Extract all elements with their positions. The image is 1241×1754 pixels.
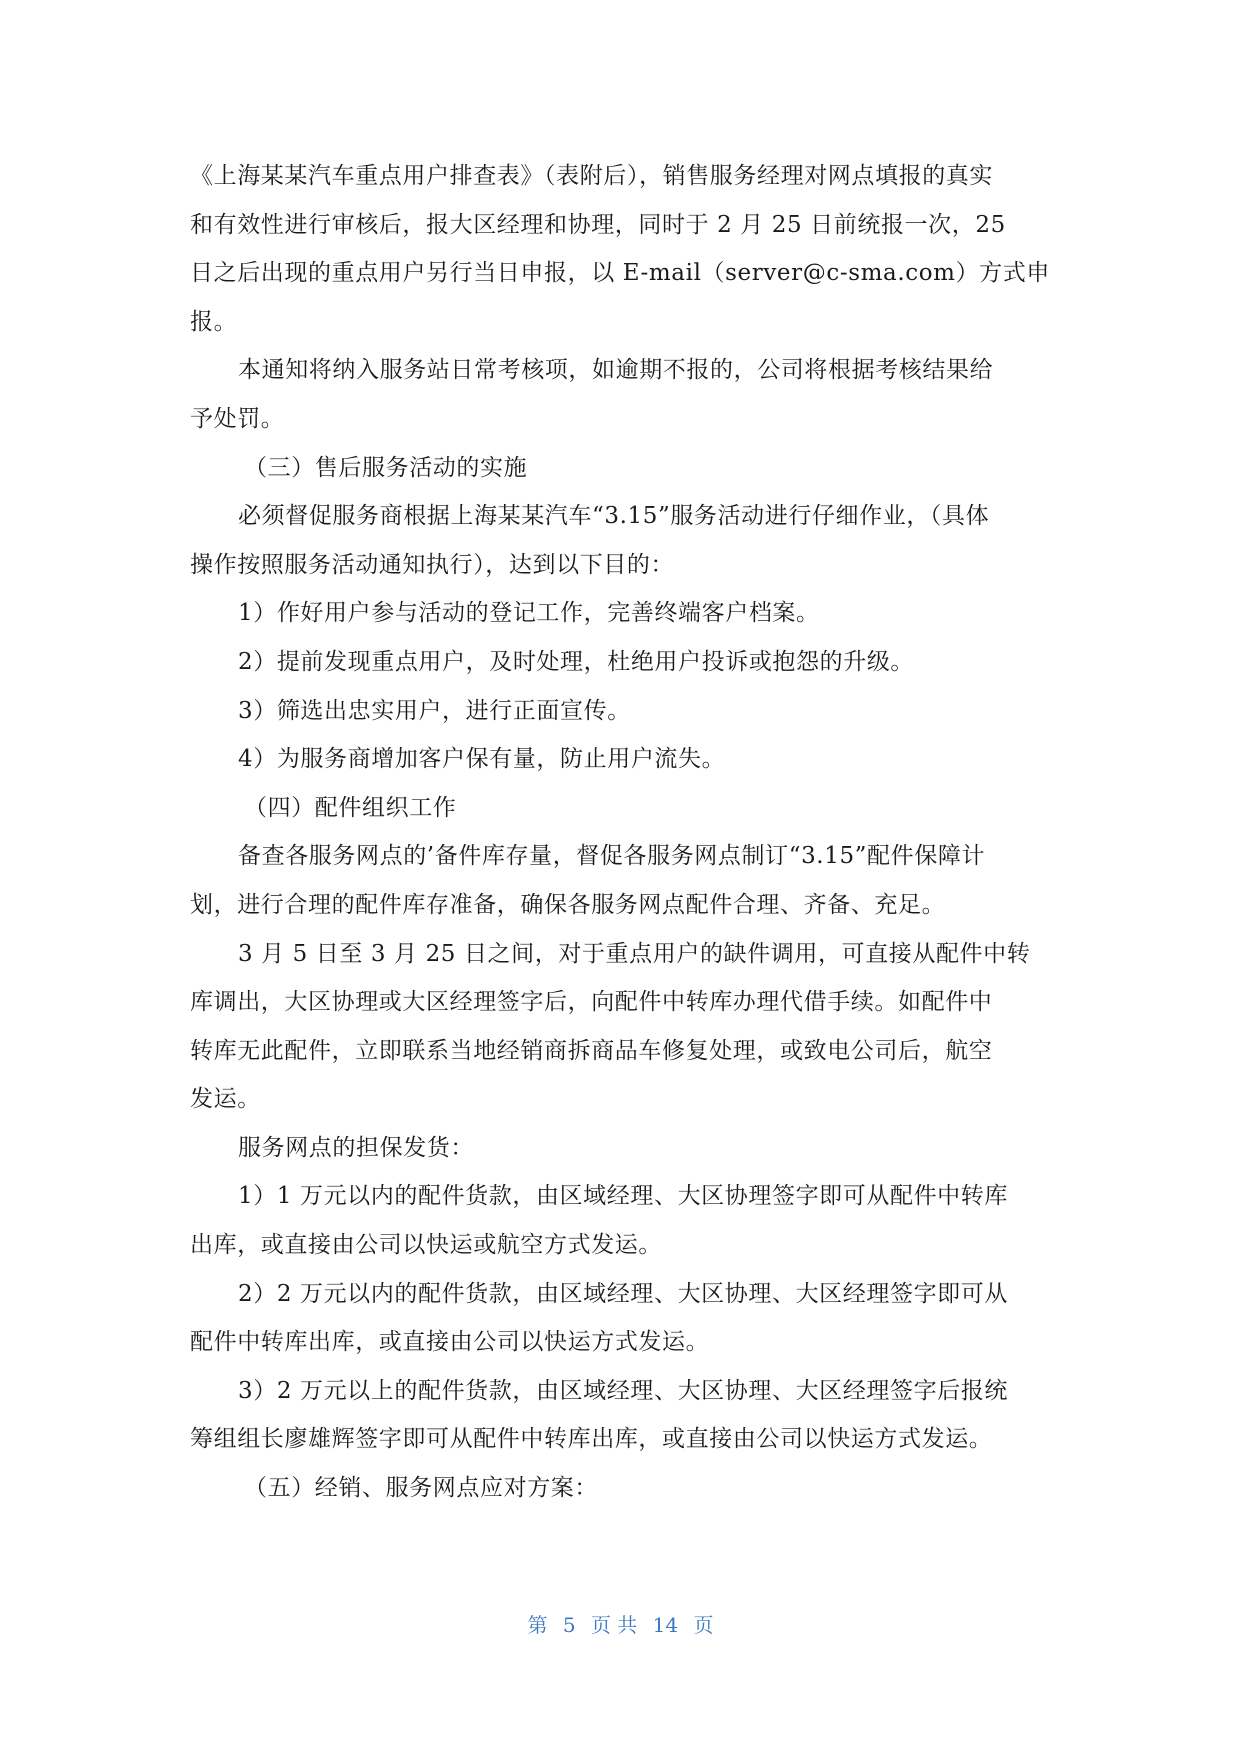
text-line: 《上海某某汽车重点用户排查表》（表附后），销售服务经理对网点填报的真实: [190, 163, 993, 189]
document-body: [190, 152, 1052, 1513]
list-item: 1）作好用户参与活动的登记工作，完善终端客户档案。: [238, 600, 820, 627]
list-item: 2）提前发现重点用户，及时处理，杜绝用户投诉或抱怨的升级。: [238, 648, 915, 675]
list-item: 3）筛选出忠实用户，进行正面宣传。: [238, 697, 631, 724]
text-line: 服务网点的担保发货：: [238, 1134, 474, 1161]
text-line: 库调出，大区协理或大区经理签字后，向配件中转库办理代借手续。如配件中: [190, 989, 993, 1016]
section-heading: （四）配件组织工作: [244, 794, 457, 821]
footer-suffix: 页: [693, 1613, 714, 1637]
page-footer: [0, 1609, 1241, 1638]
list-item: 1）1 万元以内的配件货款，由区域经理、大区协理签字即可从配件中转库: [238, 1183, 1008, 1210]
text-line: 转库无此配件，立即联系当地经销商拆商品车修复处理，或致电公司后，航空: [190, 1037, 993, 1064]
list-item: 2）2 万元以内的配件货款，由区域经理、大区协理、大区经理签字即可从: [238, 1280, 1008, 1307]
text-line: 操作按照服务活动通知执行），达到以下目的：: [190, 551, 675, 578]
page-number: 5: [562, 1613, 576, 1637]
list-item: 4）为服务商增加客户保有量，防止用户流失。: [238, 746, 726, 773]
text-line: 备查各服务网点的’备件库存量，督促各服务网点制订“3.15”配件保障计: [238, 843, 986, 870]
text-line: 3 月 5 日至 3 月 25 日之间，对于重点用户的缺件调用，可直接从配件中转: [238, 940, 1031, 967]
text-line: 本通知将纳入服务站日常考核项，如逾期不报的，公司将根据考核结果给: [238, 357, 994, 384]
page-total: 14: [652, 1613, 679, 1637]
text-line: 配件中转库出库，或直接由公司以快运方式发运。: [190, 1329, 710, 1356]
text-line: 出库，或直接由公司以快运或航空方式发运。: [190, 1232, 662, 1259]
section-heading: （三）售后服务活动的实施: [244, 454, 528, 481]
text-line: 和有效性进行审核后，报大区经理和协理，同时于 2 月 25 日前统报一次，25: [190, 211, 1006, 238]
text-line: 予处罚。: [190, 405, 285, 432]
footer-middle: 页 共: [590, 1613, 638, 1637]
list-item: 3）2 万元以上的配件货款，由区域经理、大区协理、大区经理签字后报统: [238, 1377, 1008, 1404]
text-line: 必须督促服务商根据上海某某汽车“3.15”服务活动进行仔细作业，（具体: [238, 503, 990, 530]
text-line: 日之后出现的重点用户另行当日申报，以 E-mail（server@c-sma.com）方式申: [190, 260, 1050, 287]
text-line: 筹组组长廖雄辉签字即可从配件中转库出库，或直接由公司以快运方式发运。: [190, 1426, 993, 1453]
text-line: 报。: [190, 308, 238, 335]
section-heading: （五）经销、服务网点应对方案：: [244, 1475, 598, 1502]
text-line: 划，进行合理的配件库存准备，确保各服务网点配件合理、齐备、充足。: [190, 891, 946, 918]
text-line: 发运。: [190, 1086, 261, 1113]
footer-prefix: 第: [527, 1613, 548, 1637]
